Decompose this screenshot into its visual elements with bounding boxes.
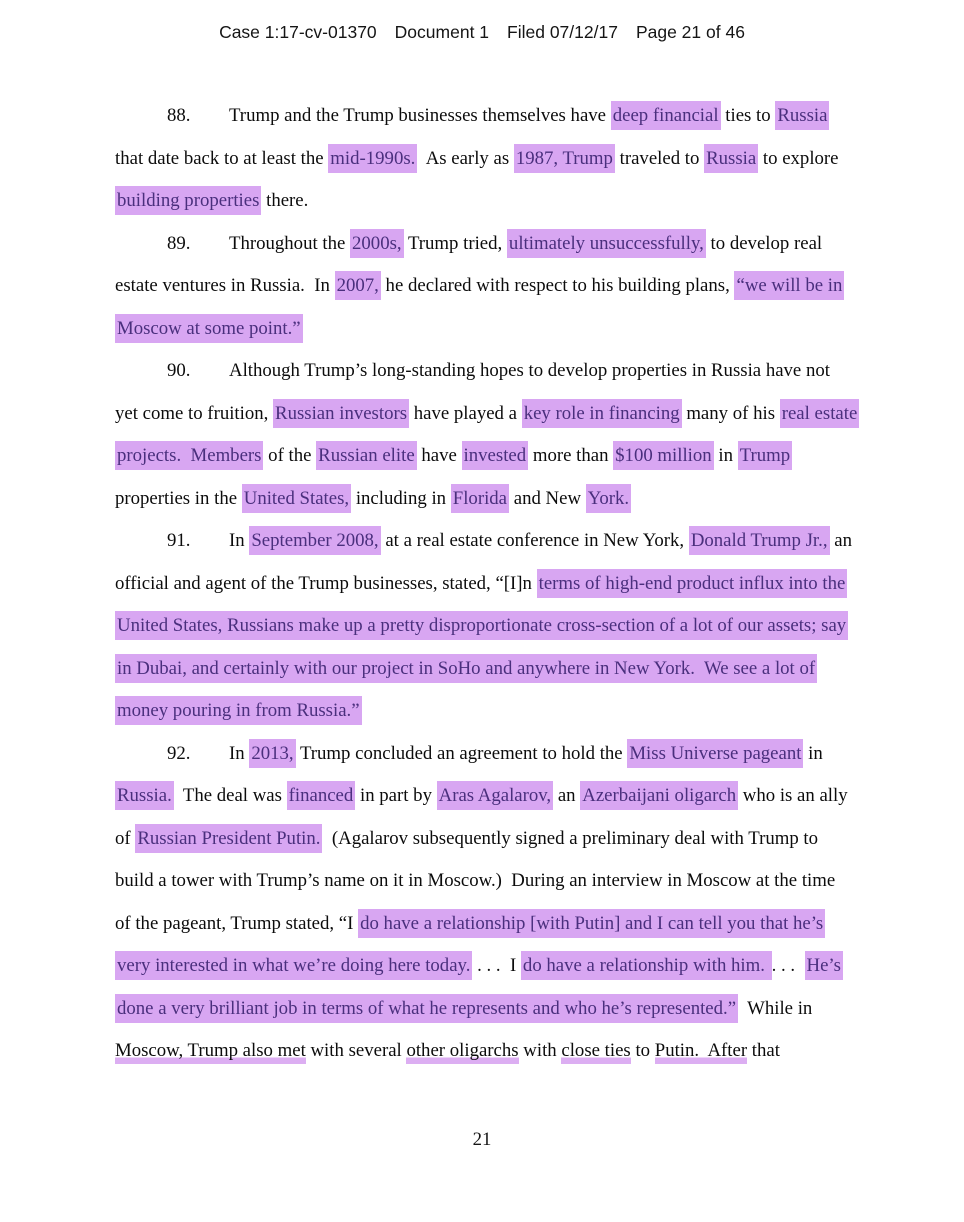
highlighted-text: key role in financing <box>522 399 682 428</box>
text-segment: in <box>713 445 738 466</box>
paragraph-line <box>115 180 860 223</box>
text-segment: and New <box>509 487 586 509</box>
highlighted-text: building properties <box>115 186 261 215</box>
text-segment: As early as <box>417 147 514 169</box>
highlighted-text: “we will be in <box>734 271 844 300</box>
highlighted-text: terms of high-end product influx into the <box>537 569 848 598</box>
paragraph-line <box>115 775 860 818</box>
text-segment: many of his <box>681 402 780 424</box>
highlighted-text: Donald Trump Jr., <box>689 526 830 555</box>
text-segment: to explore <box>758 147 839 169</box>
page-of-pages: Page 21 of 46 <box>635 22 745 42</box>
text-segment: ties to <box>720 105 776 126</box>
paragraph-first-line <box>115 350 860 393</box>
highlighted-text: 1987, Trump <box>514 144 615 173</box>
paragraph-number: 88. <box>167 105 191 126</box>
partially-highlighted-text: other oligarchs <box>406 1040 518 1064</box>
text-segment: more than <box>528 445 614 466</box>
paragraph-line <box>115 818 860 861</box>
text-segment: of the pageant, Trump stated, “I <box>115 912 359 934</box>
text-segment: Trump concluded an agreement to hold the <box>295 742 628 764</box>
paragraph-line <box>115 308 860 351</box>
filed-date: Filed 07/12/17 <box>507 22 618 42</box>
paragraph-line <box>115 605 860 648</box>
highlighted-text: very interested in what we’re doing here today. <box>115 951 472 980</box>
highlighted-text: do have a relationship [with Putin] and I can tell you that he’s <box>358 909 825 938</box>
highlighted-text: Moscow at some point.” <box>115 314 303 343</box>
text-segment: that <box>747 1040 780 1061</box>
text-segment: properties in the <box>115 487 242 509</box>
paragraph-first-line <box>115 733 860 776</box>
document-number: Document 1 <box>394 22 490 42</box>
highlighted-text: invested <box>462 441 529 470</box>
court-stamp-header <box>0 22 964 43</box>
text-segment: have <box>416 445 462 466</box>
highlighted-text: do have a relationship with him. <box>521 951 772 980</box>
text-segment: of the <box>263 445 317 466</box>
text-segment: In <box>229 530 250 551</box>
text-segment: there. <box>261 190 309 211</box>
highlighted-text: Florida <box>451 484 509 513</box>
partially-highlighted-text: close ties <box>561 1040 630 1064</box>
highlighted-text: He’s <box>805 951 843 980</box>
paragraph-line <box>115 563 860 606</box>
highlighted-text: 2013, <box>249 739 295 768</box>
paragraph-first-line <box>115 95 860 138</box>
text-segment: build a tower with Trump’s name on it in Moscow.) During an interview in Moscow at the time <box>115 870 836 891</box>
highlighted-text: United States, <box>242 484 351 513</box>
text-segment: with several <box>305 1040 407 1061</box>
paragraph-number: 91. <box>167 530 191 551</box>
page-number: 21 <box>472 1128 492 1150</box>
text-segment: he declared with respect to his building plans, <box>380 275 735 296</box>
text-segment: (Agalarov subsequently signed a preliminary deal with Trump to <box>322 827 819 849</box>
text-segment: yet come to fruition, <box>115 402 274 424</box>
highlighted-text: financed <box>287 781 356 810</box>
highlighted-text: Russia. <box>115 781 174 810</box>
paragraph-number: 89. <box>167 232 191 254</box>
highlighted-text: ultimately unsuccessfully, <box>507 229 706 258</box>
text-segment: including in <box>351 487 451 509</box>
highlighted-text: 2000s, <box>350 229 404 258</box>
highlighted-text: 2007, <box>335 271 381 300</box>
text-segment: Trump and the Trump businesses themselves have <box>229 105 611 126</box>
text-segment: an <box>553 785 581 806</box>
paragraph-first-line <box>115 223 860 266</box>
partially-highlighted-text: Moscow, Trump also met <box>115 1040 306 1064</box>
text-segment: . . . <box>771 955 805 976</box>
text-segment: to develop real <box>705 232 823 254</box>
text-segment: in <box>803 742 823 764</box>
paragraph-first-line <box>115 520 860 563</box>
paragraph-line <box>115 435 860 478</box>
paragraph-line <box>115 138 860 181</box>
highlighted-text: Trump <box>738 441 792 470</box>
text-segment: who is an ally <box>738 785 848 806</box>
highlighted-text: September 2008, <box>249 526 380 555</box>
highlighted-text: money pouring in from Russia.” <box>115 696 362 725</box>
text-segment: have played a <box>409 402 522 424</box>
document-body <box>115 95 860 1073</box>
case-number: Case 1:17-cv-01370 <box>219 22 377 42</box>
paragraph-line <box>115 265 860 308</box>
page-footer <box>0 1129 964 1151</box>
paragraph-line <box>115 945 860 988</box>
highlighted-text: in Dubai, and certainly with our project in SoHo and anywhere in New York. We see a lot of <box>115 654 817 683</box>
highlighted-text: United States, Russians make up a pretty disproportionate cross-section of a lot of our assets; say <box>115 611 848 640</box>
text-segment: in part by <box>355 785 437 806</box>
highlighted-text: mid-1990s. <box>328 144 417 173</box>
highlighted-text: Russia <box>704 144 758 173</box>
highlighted-text: Aras Agalarov, <box>437 781 553 810</box>
highlighted-text: Azerbaijani oligarch <box>580 781 738 810</box>
highlighted-text: Russian President Putin. <box>135 824 322 853</box>
text-segment: to <box>630 1040 655 1061</box>
paragraph-line <box>115 648 860 691</box>
paragraph-line <box>115 903 860 946</box>
text-segment: at a real estate conference in New York, <box>380 530 689 551</box>
text-segment: of <box>115 827 136 849</box>
text-segment: that date back to at least the <box>115 147 329 169</box>
highlighted-text: deep financial <box>611 101 721 130</box>
highlighted-text: Miss Universe pageant <box>627 739 803 768</box>
highlighted-text: Russian investors <box>273 399 409 428</box>
partially-highlighted-text: Putin. After <box>655 1040 747 1064</box>
highlighted-text: York. <box>586 484 631 513</box>
text-segment: with <box>518 1040 562 1061</box>
paragraph-line <box>115 478 860 521</box>
text-segment: official and agent of the Trump businesses, stated, “[I]n <box>115 572 537 594</box>
paragraph-line <box>115 1030 860 1073</box>
text-segment: Although Trump’s long-standing hopes to develop properties in Russia have not <box>229 360 830 381</box>
highlighted-text: real estate <box>780 399 860 428</box>
text-segment: In <box>229 742 250 764</box>
paragraph-number: 90. <box>167 360 191 381</box>
text-segment: . . . I <box>472 955 521 976</box>
text-segment: While in <box>738 997 813 1019</box>
paragraph-line <box>115 988 860 1031</box>
paragraph-line <box>115 860 860 903</box>
text-segment: Throughout the <box>229 232 351 254</box>
text-segment: an <box>829 530 852 551</box>
paragraph-number: 92. <box>167 742 191 764</box>
highlighted-text: $100 million <box>613 441 714 470</box>
text-segment: estate ventures in Russia. In <box>115 275 335 296</box>
highlighted-text: done a very brilliant job in terms of what he represents and who he’s represented.” <box>115 994 738 1023</box>
highlighted-text: Russian elite <box>316 441 417 470</box>
text-segment: The deal was <box>173 785 287 806</box>
paragraph-line <box>115 393 860 436</box>
highlighted-text: projects. Members <box>115 441 263 470</box>
highlighted-text: Russia <box>775 101 829 130</box>
text-segment: traveled to <box>614 147 705 169</box>
paragraph-line <box>115 690 860 733</box>
text-segment: Trump tried, <box>403 232 507 254</box>
